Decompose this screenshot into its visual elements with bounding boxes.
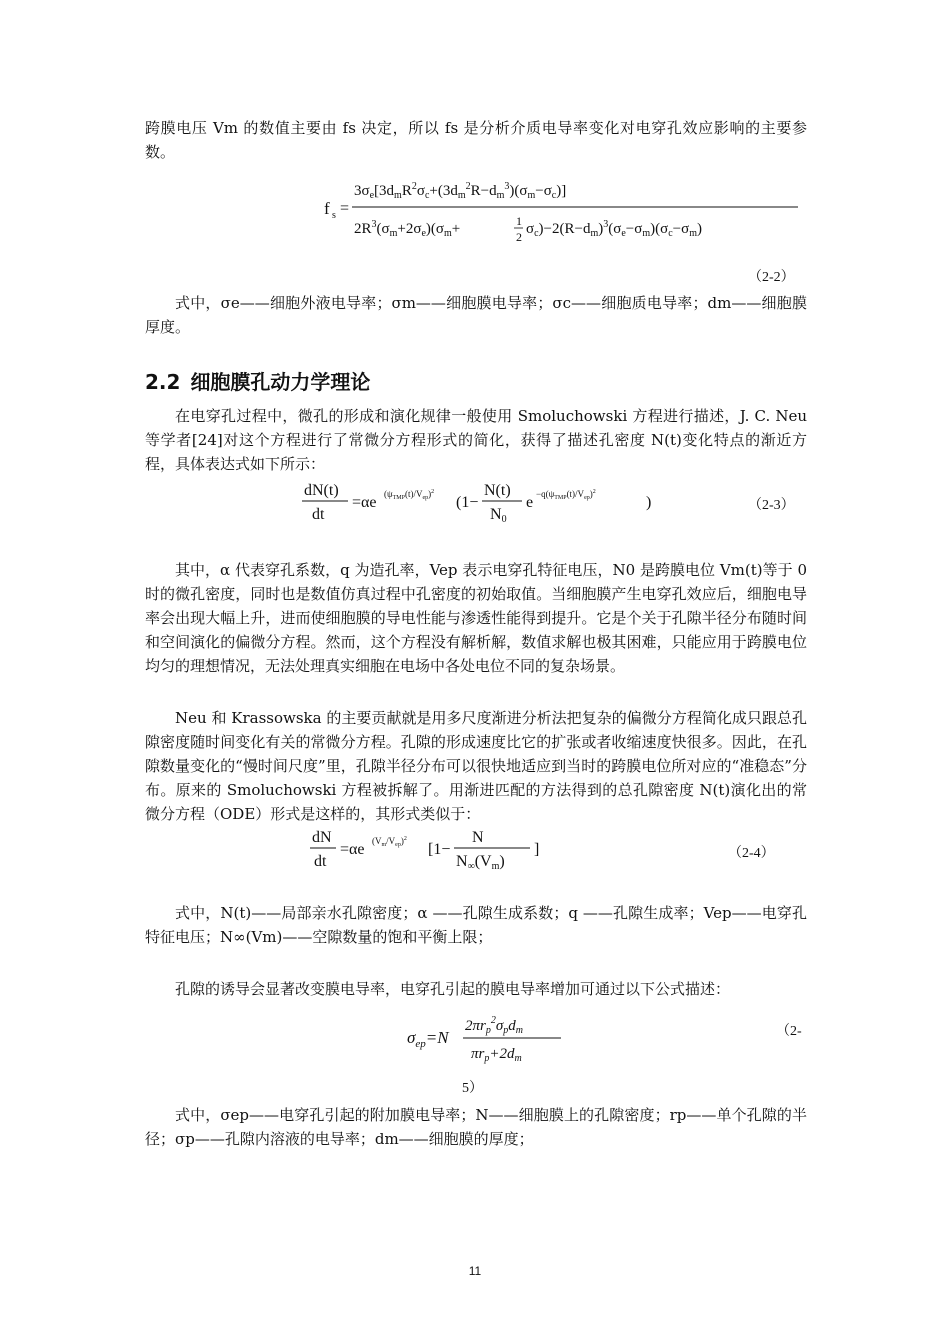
- equation-number-2-5-part2: 5）: [462, 1081, 483, 1096]
- svg-text:3σe[3dmR2σc+(3dm2R−dm3)(σm−σc): $3\sigma_e[3d_mR^2\sigma_c+(3d_m^2R-d_m^3)(\sigma_m-\sigma_c)]$: [354, 181, 567, 201]
- svg-text:σep=N: $\sigma_{ep}=N$: [407, 1028, 449, 1050]
- svg-text:dN(t): dN(t): [304, 482, 339, 499]
- paragraph-fs-intro: 跨膜电压 Vm 的数值主要由 fs 决定，所以 fs 是分析介质电导率变化对电穿孔效应影响的主要参数。: [145, 119, 807, 161]
- svg-text:dt: dt: [314, 853, 327, 870]
- svg-text:σc)−2(R−dm)3(σe−σm)(σc−σm): $\sigma_c)-2(R-d_m)^3(\sigma_e-\sigma_m)(\sigma_c-\sigma_m)$: [526, 219, 702, 239]
- equation-2-4-graphic: [308, 824, 608, 876]
- paragraph-smoluchowski-intro: 在电穿孔过程中，微孔的形成和演化规律一般使用 Smoluchowski 方程进行描述，J. C. Neu 等学者[24]对这个方程进行了常微分方程形式的简化，获得了描述孔密度 N(t)变化特点的渐近方程，具体表达式如下所示：: [145, 407, 807, 473]
- svg-text:N0: N0: [490, 506, 507, 525]
- svg-text:2R3(σm+2σe)(σm+: $2R^3(\sigma_m+2\sigma_e)(\sigma_m+$: [354, 219, 461, 239]
- paragraph-symbols-2-4: 式中，N(t)——局部亲水孔隙密度；α ——孔隙生成系数；q ——孔隙生成率；Vep——电穿孔特征电压；N∞(Vm)——空隙数量的饱和平衡上限；: [145, 904, 807, 946]
- equation-2-3: [300, 477, 700, 527]
- svg-text:[1−: [1−: [428, 841, 451, 858]
- svg-text:(Vm/Vep)2: $(V_m/V_{ep})^2$: [372, 836, 407, 848]
- svg-text:=αe: =αe: [352, 494, 377, 511]
- svg-text:e: e: [526, 494, 534, 511]
- paragraph-symbols-2-5: 式中，σep——电穿孔引起的附加膜电导率；N——细胞膜上的孔隙密度；rp——单个孔隙的半径；σp——孔隙内溶液的电导率；dm——细胞膜的厚度；: [145, 1106, 807, 1148]
- equation-2-5: [405, 1014, 575, 1066]
- paragraph-conductivity-intro: 孔隙的诱导会显著改变膜电导率，电穿孔引起的膜电导率增加可通过以下公式描述：: [175, 980, 731, 998]
- equation-2-5-graphic: [405, 1014, 575, 1066]
- equation-lhs-sub: s: [332, 210, 336, 221]
- equation-2-4: [308, 824, 608, 876]
- paragraph-symbols-2-2: 式中，σe——细胞外液电导率；σm——细胞膜电导率；σc——细胞质电导率；dm——细胞膜厚度。: [145, 294, 807, 336]
- page-number: 11: [468, 1264, 482, 1278]
- equation-2-3-graphic: [300, 477, 700, 527]
- svg-text:1: 1: [516, 214, 522, 228]
- paragraph-neu-krassowska: Neu 和 Krassowska 的主要贡献就是用多尺度渐进分析法把复杂的偏微分方程简化成只跟总孔隙密度随时间变化有关的常微分方程。孔隙的形成速度比它的扩张或者收缩速度快很多。因此，在孔隙数量变化的“慢时间尺度”里，孔隙半径分布可以很快地适应到当时的跨膜电位所对应的“准稳态”分布。原来的 Smoluchowski 方程被拆解了。用渐进匹配的方法得到的总孔隙密度 N(t)演化出的常微分方程（ODE）形式是这样的，其形式类似于：: [145, 709, 807, 823]
- svg-text:2: 2: [516, 230, 522, 244]
- svg-text:N: N: [472, 829, 484, 846]
- equation-number-2-4: （2-4）: [728, 846, 775, 861]
- equation-lhs: f: [324, 199, 330, 218]
- svg-text:): ): [646, 494, 652, 511]
- svg-text:N∞(Vm): N∞(Vm): [456, 853, 505, 872]
- svg-text:(1−: (1−: [456, 494, 479, 511]
- equation-2-2-graphic: [310, 175, 810, 255]
- svg-text:2πrp2σpdm: $2\pi r_p^2\sigma_pd_m$: [465, 1015, 523, 1036]
- paragraph-parameters-2-3: 其中，α 代表穿孔系数，q 为造孔率，Vep 表示电穿孔特征电压，N0 是跨膜电位 Vm(t)等于 0 时的微孔密度，同时也是数值仿真过程中孔密度的初始取值。当细胞膜产生电穿孔效应后，细胞电导率会出现大幅上升，进而使细胞膜的导电性能与渗透性能得到提升。它是个关于孔隙半径分布随时间和空间演化的偏微分方程。然而，这个方程没有解析解，数值求解也极其困难，只能应用于跨膜电位均匀的理想情况，无法处理真实细胞在电场中各处电位不同的复杂场景。: [145, 561, 807, 675]
- equation-number-2-3: （2-3）: [748, 498, 795, 513]
- svg-text:dt: dt: [312, 506, 325, 523]
- equation-2-2: [310, 175, 810, 255]
- equation-number-2-5-part1: （2-: [776, 1024, 802, 1039]
- svg-text:dN: dN: [312, 829, 332, 846]
- section-title: 细胞膜孔动力学理论: [190, 370, 371, 394]
- svg-text:=: =: [340, 200, 350, 217]
- svg-text:N(t): N(t): [484, 482, 511, 499]
- svg-text:]: ]: [534, 841, 540, 858]
- svg-text:=αe: =αe: [340, 841, 365, 858]
- section-number: 2.2: [145, 370, 181, 394]
- svg-text:(ψTMP(t)/Vep)2: $(\psi_{TMP}(t)/V_{ep})^2$: [384, 489, 435, 501]
- section-heading: [145, 366, 380, 395]
- equation-number-2-2: （2-2）: [748, 270, 795, 285]
- svg-text:πrp+2dm: $\pi r_p+2d_m$: [471, 1046, 522, 1064]
- svg-text:−q(ψTMP(t)/Vep)2: $-q(\psi_{TMP}(t)/V_{ep})^2$: [536, 489, 596, 501]
